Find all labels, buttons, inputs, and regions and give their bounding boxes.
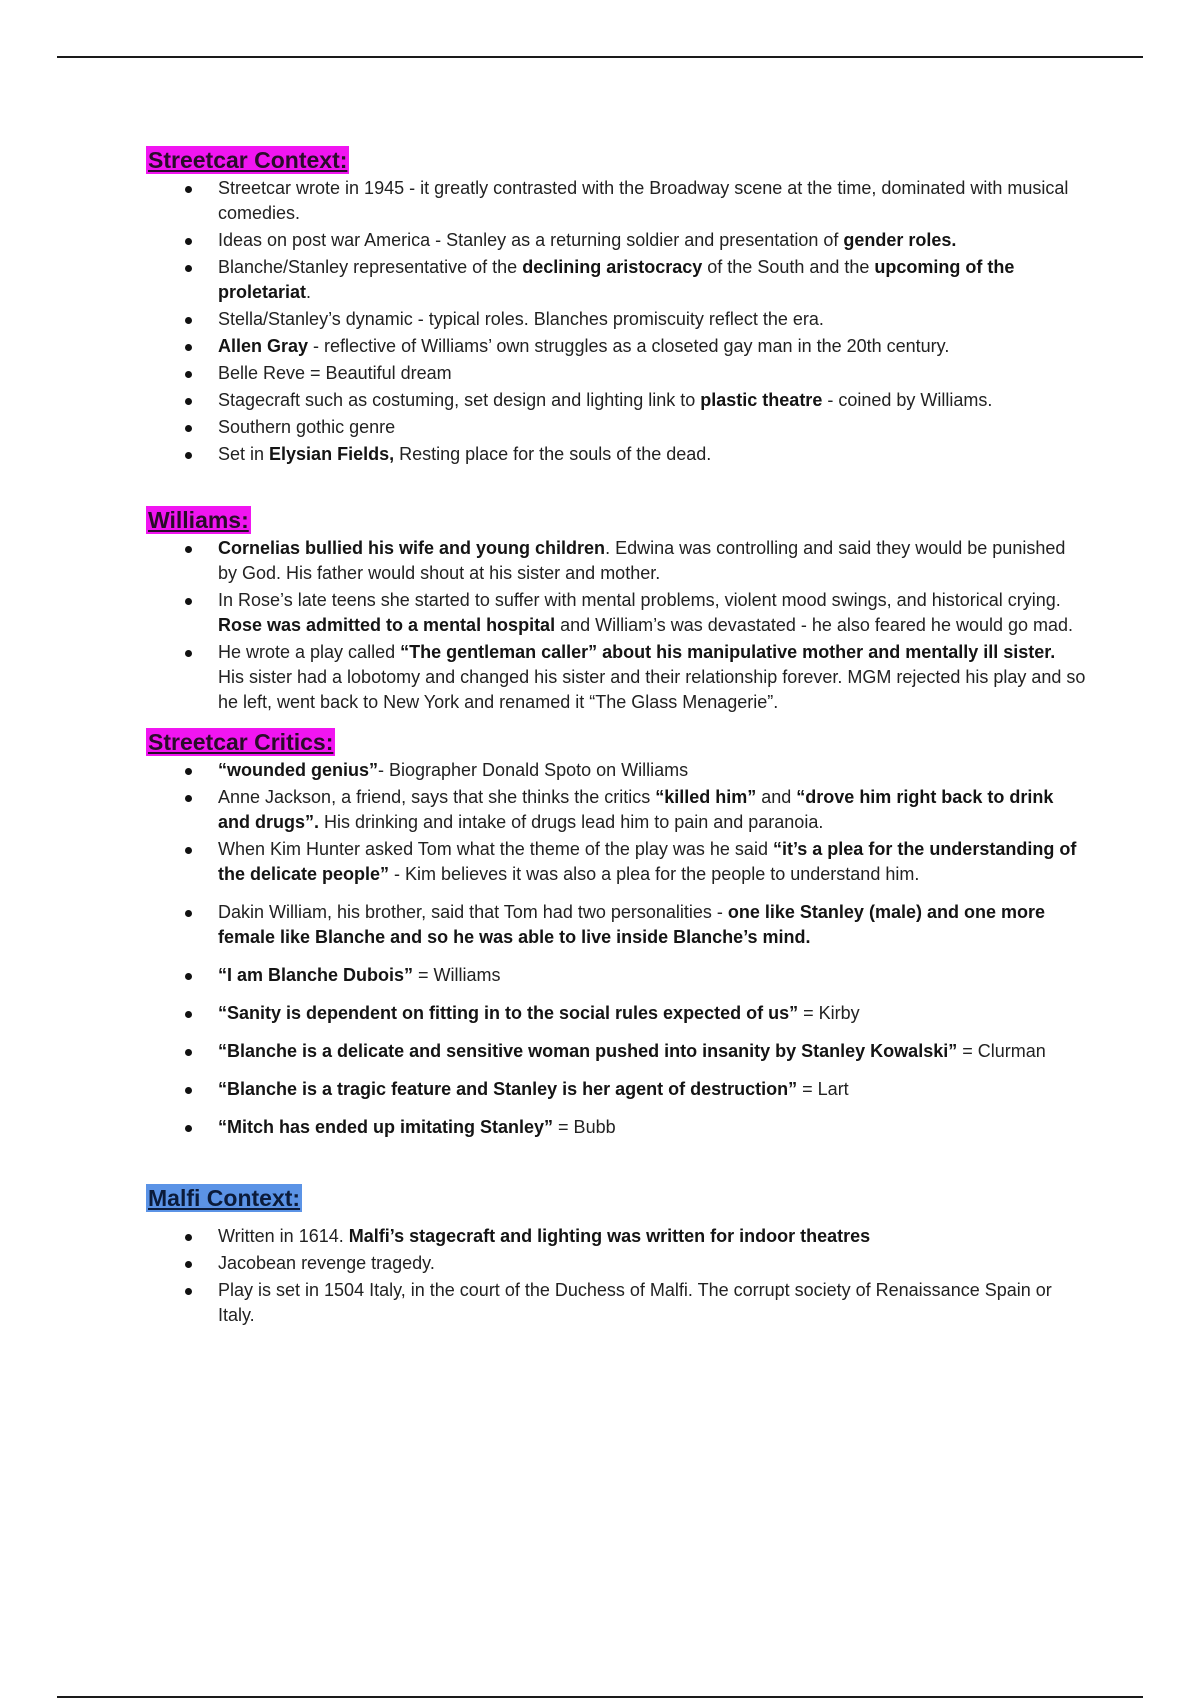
- section-streetcar-context: [146, 146, 1086, 467]
- bullet-list: [146, 536, 1086, 715]
- section-malfi-context: [146, 1184, 1086, 1328]
- list-item: He wrote a play called “The gentleman caller” about his manipulative mother and mentally ill sister. His sister had a lobotomy and changed his sister and their relationship forever. MGM rejected his play and so he left, went back to New York and renamed it “The Glass Menagerie”.: [146, 640, 1086, 715]
- list-item: “Mitch has ended up imitating Stanley” = Bubb: [146, 1115, 1086, 1140]
- list-item: Blanche/Stanley representative of the declining aristocracy of the South and the upcoming of the proletariat.: [146, 255, 1086, 305]
- bottom-rule: [57, 1696, 1143, 1698]
- section-streetcar-critics: [146, 728, 1086, 1140]
- section-heading: Streetcar Context:: [148, 147, 348, 173]
- list-item: Stagecraft such as costuming, set design and lighting link to plastic theatre - coined by Williams.: [146, 388, 1086, 413]
- list-item: “I am Blanche Dubois” = Williams: [146, 963, 1086, 988]
- list-item: Stella/Stanley’s dynamic - typical roles. Blanches promiscuity reflect the era.: [146, 307, 1086, 332]
- list-item: Belle Reve = Beautiful dream: [146, 361, 1086, 386]
- top-rule: [57, 56, 1143, 58]
- list-item: Play is set in 1504 Italy, in the court of the Duchess of Malfi. The corrupt society of Renaissance Spain or Italy.: [146, 1278, 1086, 1328]
- list-item: Dakin William, his brother, said that Tom had two personalities - one like Stanley (male) and one more female like Blanche and so he was able to live inside Blanche’s mind.: [146, 900, 1086, 950]
- section-heading: Malfi Context:: [148, 1185, 301, 1211]
- list-item: Anne Jackson, a friend, says that she thinks the critics “killed him” and “drove him right back to drink and drugs”. His drinking and intake of drugs lead him to pain and paranoia.: [146, 785, 1086, 835]
- section-heading: Streetcar Critics:: [148, 729, 334, 755]
- section-heading: Williams:: [148, 507, 249, 533]
- list-item: “Blanche is a delicate and sensitive woman pushed into insanity by Stanley Kowalski” = Clurman: [146, 1039, 1086, 1064]
- list-item: Southern gothic genre: [146, 415, 1086, 440]
- bullet-list: [146, 1224, 1086, 1328]
- bullet-list: [146, 758, 1086, 1140]
- bullet-list: [146, 176, 1086, 467]
- list-item: Streetcar wrote in 1945 - it greatly contrasted with the Broadway scene at the time, dominated with musical comedies.: [146, 176, 1086, 226]
- list-item: In Rose’s late teens she started to suffer with mental problems, violent mood swings, and historical crying. Rose was admitted to a mental hospital and William’s was devastated - he also feared he would go mad.: [146, 588, 1086, 638]
- list-item: Set in Elysian Fields, Resting place for the souls of the dead.: [146, 442, 1086, 467]
- document-body: [146, 146, 1086, 1330]
- list-item: Cornelias bullied his wife and young children. Edwina was controlling and said they would be punished by God. His father would shout at his sister and mother.: [146, 536, 1086, 586]
- list-item: Jacobean revenge tragedy.: [146, 1251, 1086, 1276]
- list-item: “Blanche is a tragic feature and Stanley is her agent of destruction” = Lart: [146, 1077, 1086, 1102]
- list-item: Written in 1614. Malfi’s stagecraft and lighting was written for indoor theatres: [146, 1224, 1086, 1249]
- list-item: “wounded genius”- Biographer Donald Spoto on Williams: [146, 758, 1086, 783]
- section-williams: [146, 506, 1086, 715]
- list-item: “Sanity is dependent on fitting in to the social rules expected of us” = Kirby: [146, 1001, 1086, 1026]
- list-item: When Kim Hunter asked Tom what the theme of the play was he said “it’s a plea for the understanding of the delicate people” - Kim believes it was also a plea for the people to understand him.: [146, 837, 1086, 887]
- list-item: Ideas on post war America - Stanley as a returning soldier and presentation of gender roles.: [146, 228, 1086, 253]
- list-item: Allen Gray - reflective of Williams’ own struggles as a closeted gay man in the 20th century.: [146, 334, 1086, 359]
